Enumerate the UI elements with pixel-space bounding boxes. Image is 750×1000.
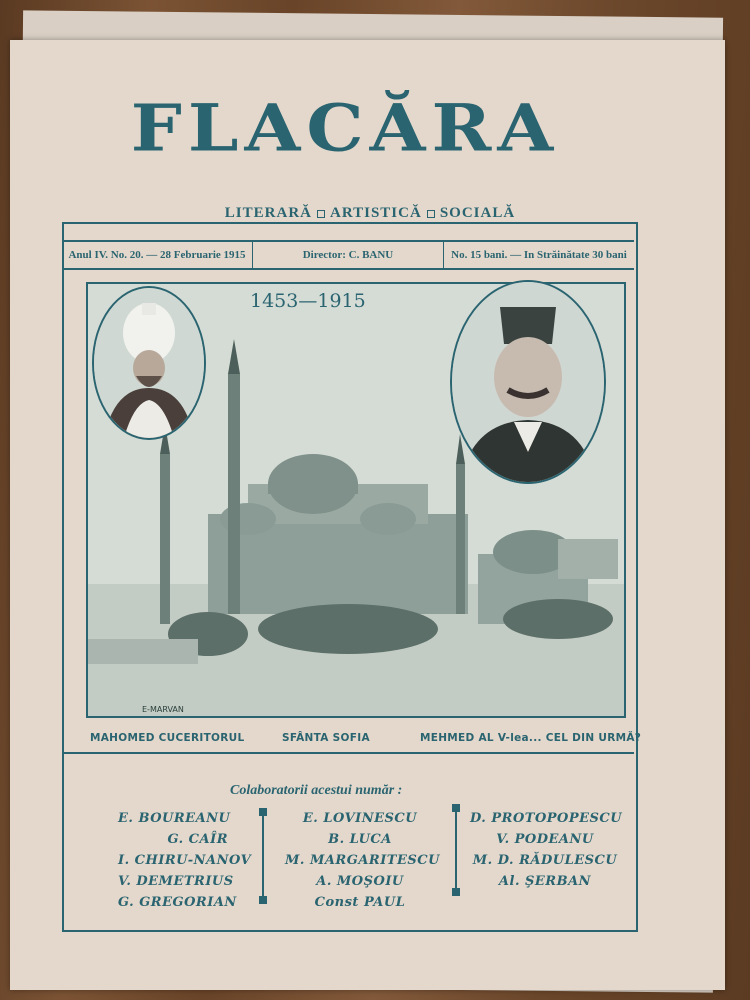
contributor-name: G. CAÎR <box>167 832 228 847</box>
square-bullet-icon <box>317 210 325 218</box>
contributor-name: B. LUCA <box>328 832 392 847</box>
tagline-literara: LITERARĂ <box>224 205 312 221</box>
contributor-name: Al. ŞERBAN <box>498 874 592 889</box>
contributor-name: Const PAUL <box>314 895 406 910</box>
caption-center: SFÂNTA SOFIA <box>282 732 370 744</box>
caption-right: MEHMED AL V-lea... CEL DIN URMĂ? <box>420 732 642 744</box>
masthead-tagline <box>170 205 570 222</box>
contributor-name: I. CHIRU-NANOV <box>118 853 252 868</box>
contributor-name: D. PROTOPOPESCU <box>470 811 623 826</box>
artist-signature: E-MARVAN <box>142 705 184 714</box>
contributor-name: V. DEMETRIUS <box>118 874 234 889</box>
issue-info: Anul IV. No. 20. — 28 Februarie 1915 <box>68 249 246 261</box>
contributor-name: A. MOŞOIU <box>316 874 404 889</box>
contributor-name: E. BOUREANU <box>118 811 231 826</box>
column-divider <box>455 808 457 892</box>
contributor-name: E. LOVINESCU <box>302 811 418 826</box>
portrait-mehmed-conqueror <box>92 286 206 440</box>
tagline-sociala: SOCIALĂ <box>439 205 516 221</box>
contributor-name: G. GREGORIAN <box>118 895 237 910</box>
contributors-column-1 <box>118 808 252 913</box>
column-divider <box>262 812 264 900</box>
contributors-column-2 <box>285 808 440 913</box>
price-info: No. 15 bani. — In Străinătate 30 bani <box>443 242 634 268</box>
contributor-name: M. D. RĂDULESCU <box>472 853 618 868</box>
masthead-title: FLACĂRA <box>130 89 560 166</box>
years-heading: 1453—1915 <box>250 290 366 312</box>
contributors-title: Colaboratorii acestui număr : <box>230 783 403 798</box>
contributor-name: M. MARGARITESCU <box>285 853 440 868</box>
caption-left: MAHOMED CUCERITORUL <box>90 732 245 744</box>
square-bullet-icon <box>427 210 435 218</box>
director-info: Director: C. BANU <box>252 242 443 268</box>
tagline-artistica: ARTISTICĂ <box>329 205 422 221</box>
portrait-mehmed-v <box>450 280 606 484</box>
sultan-turban-portrait <box>94 288 204 438</box>
contributor-name: V. PODEANU <box>496 832 594 847</box>
fez-portrait <box>452 282 604 482</box>
contributors-column-3 <box>470 808 623 892</box>
issue-bar <box>62 240 634 270</box>
